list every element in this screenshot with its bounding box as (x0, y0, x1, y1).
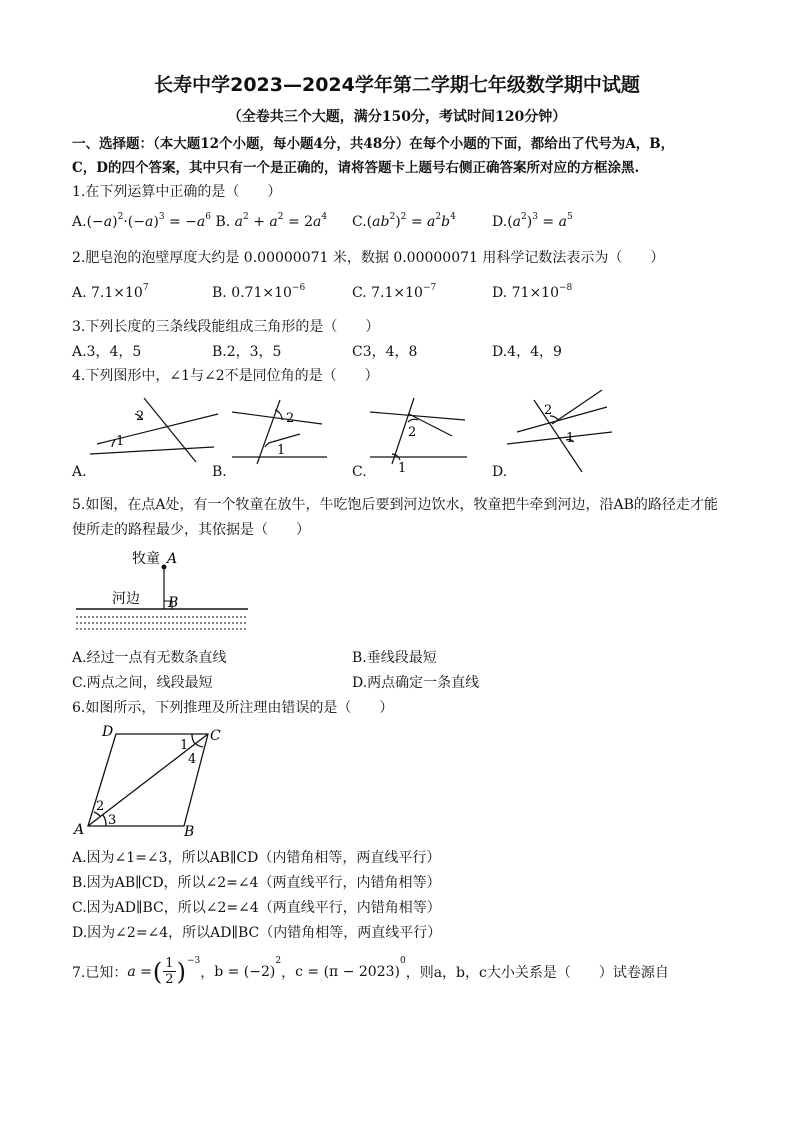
q2-b-exp: −6 (291, 283, 306, 293)
q6-label-a: A (74, 822, 85, 838)
q7-prefix: 7.已知： (72, 964, 128, 981)
q6-option-d: D.因为∠2=∠4，所以AD∥BC（内错角相等，两直线平行） (72, 925, 442, 941)
q5-herder-label: 牧童 (132, 551, 160, 567)
q4-b-angle2: 2 (286, 411, 295, 426)
q4-label-c: C. (352, 464, 367, 480)
q6-angle-3: 3 (108, 813, 117, 828)
q1-c-prefix: C. (352, 214, 367, 230)
q4-a-angle1: 1 (116, 434, 125, 449)
q6-parallelogram-figure (72, 722, 232, 842)
q7-exp-a: −3 (186, 956, 201, 966)
q6-arc-1 (192, 734, 195, 744)
q7-b-part: b = (−2) (214, 963, 276, 980)
q2-stem: 2.肥皂泡的泡壁厚度大约是 0.00000071 米，数据 0.00000071 用科学记数法表示为（ ） (72, 250, 665, 266)
q6-diagonal-ac (88, 734, 208, 826)
q2-b-text: B. 0.71×10 (212, 285, 292, 301)
exam-subtitle: （全卷共三个大题，满分150分，考试时间120分钟） (227, 109, 567, 125)
q5-option-d: D.两点确定一条直线 (352, 675, 480, 691)
q1-a-prefix: A. (72, 214, 87, 230)
q1-option-a: $A.(-a)^2\cdot(-a)^3 = -a^6$ B. $a^2 + a^2 = 2a^4$ (72, 212, 328, 230)
q4-c-angle1: 1 (398, 461, 407, 476)
q4-label-b: B. (212, 464, 227, 480)
q7-fraction (163, 956, 175, 987)
q7-frac-den: 2 (165, 972, 174, 987)
q4-c-angle2: 2 (408, 425, 417, 440)
q1-option-c: $C.(ab^2)^2 = a^2b^4$ (352, 212, 456, 230)
q7-exp-b: 2 (275, 956, 282, 966)
q6-angle-1: 1 (180, 738, 189, 753)
q5-line2: 使所走的路程最少，其依据是（ ） (72, 522, 310, 538)
q2-option-b (212, 283, 305, 301)
q4-figure-a (90, 398, 218, 462)
q5-river-figure (72, 545, 252, 635)
q5-option-c: C.两点之间，线段最短 (72, 675, 213, 691)
q4-d-angle1: 1 (566, 431, 575, 446)
q6-label-d: D (102, 724, 114, 740)
q2-option-a (72, 283, 149, 301)
q5-line1: 5.如图，在点A处，有一个牧童在放牛，牛吃饱后要到河边饮水，牧童把牛牵到河边，沿AB的路径走才能 (72, 497, 718, 513)
q5-option-a: A.经过一点有无数条直线 (72, 650, 227, 666)
q2-option-d (492, 283, 572, 301)
q1-option-d: $D.(a^2)^3 = a^5$ (492, 212, 573, 230)
q4-stem: 4.下列图形中，∠1与∠2不是同位角的是（ ） (72, 368, 379, 384)
q6-arc-3 (103, 815, 106, 826)
q4-figure-c (370, 398, 467, 464)
q2-d-exp: −8 (559, 283, 573, 293)
section1-line2: C，D的四个答案，其中只有一个是正确的，请将答题卡上题号右侧正确答案所对应的方框涂黑. (72, 160, 640, 176)
q5-point-a: A (167, 551, 178, 567)
q2-d-text: D. 71×10 (492, 285, 559, 301)
q1-d-prefix: D. (492, 214, 508, 230)
q4-figures (72, 392, 612, 476)
q3-option-b: B.2，3，5 (212, 344, 282, 360)
q2-c-exp: −7 (422, 283, 437, 293)
q7-c-part: c = (π − 2023) (295, 963, 400, 980)
q3-option-c: C3，4，8 (352, 344, 418, 360)
q6-option-a: A.因为∠1=∠3，所以AB∥CD（内错角相等，两直线平行） (72, 850, 441, 866)
q6-arc-4 (196, 744, 203, 747)
q5-point-b: B (168, 595, 179, 611)
q2-a-exp: 7 (142, 283, 149, 293)
q2-c-text: C. 7.1×10 (352, 285, 423, 301)
q4-label-a: A. (72, 464, 87, 480)
q3-stem: 3.下列长度的三条线段能组成三角形的是（ ） (72, 319, 380, 335)
q4-figure-d (507, 390, 612, 472)
q7-exp-c: 0 (399, 956, 406, 966)
q1-b-prefix: B. (215, 214, 231, 230)
q4-a-angle2: 2 (136, 409, 145, 424)
exam-title: 长寿中学2023—2024学年第二学期七年级数学期中试题 (154, 74, 640, 96)
q5-river-label: 河边 (112, 591, 140, 607)
q1-stem: 1.在下列运算中正确的是（ ） (72, 184, 282, 200)
q3-option-d: D.4，4，9 (492, 344, 562, 360)
q6-angle-2: 2 (96, 799, 105, 814)
q6-angle-4: 4 (188, 752, 197, 767)
q3-option-a: A.3，4，5 (72, 344, 142, 360)
q6-label-b: B (184, 824, 195, 840)
q7-line: 7.已知： a = ( $\frac{1}{2}$ ) $^{-3}$ ， b = (−2) $^2$ ， c = (π − 2023) $^0$ ，则a，b，c大小关系是（ ）试卷源自 (72, 956, 669, 987)
q4-b-angle1: 1 (277, 443, 286, 458)
q7-suffix: ，则a，b，c大小关系是（ ）试卷源自 (405, 964, 669, 981)
q6-stem: 6.如图所示，下列推理及所注理由错误的是（ ） (72, 700, 394, 716)
section1-line1: 一、选择题：（本大题12个小题，每小题4分，共48分）在每个小题的下面，都给出了代号为A，B， (72, 136, 675, 152)
q5-option-b: B.垂线段最短 (352, 650, 437, 666)
q2-a-text: A. 7.1×10 (72, 285, 143, 301)
q7-frac-num: 1 (165, 956, 174, 971)
q4-d-angle2: 2 (544, 403, 553, 418)
q6-label-c: C (210, 728, 221, 744)
q6-option-c: C.因为AD∥BC，所以∠2=∠4（两直线平行，内错角相等） (72, 900, 441, 916)
q2-option-c (352, 283, 436, 301)
q6-option-b: B.因为AB∥CD，所以∠2=∠4（两直线平行，内错角相等） (72, 875, 441, 891)
q4-label-d: D. (492, 464, 508, 480)
